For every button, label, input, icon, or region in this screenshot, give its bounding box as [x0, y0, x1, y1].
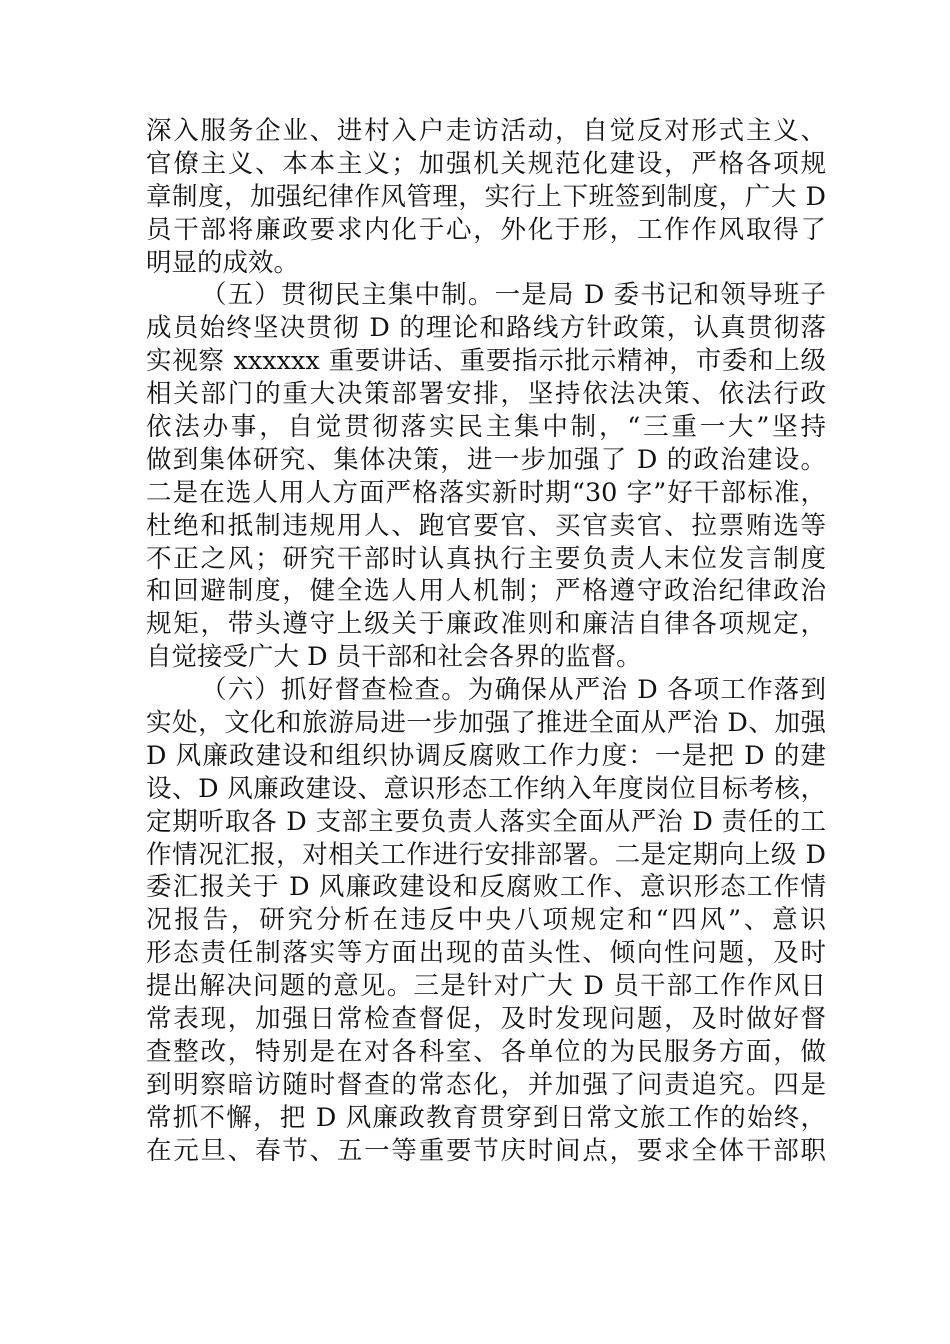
- text-line: 常抓不懈，把 D 风廉政教育贯穿到日常文旅工作的始终，: [146, 1102, 826, 1133]
- text-line: 提出解决问题的意见。三是针对广大 D 员干部工作作风日: [146, 971, 826, 1002]
- text-line: 实处，文化和旅游局进一步加强了推进全面从严治 D、加强: [146, 708, 826, 739]
- text-line: D 风廉政建设和组织协调反腐败工作力度：一是把 D 的建: [146, 740, 826, 771]
- text-line: 设、D 风廉政建设、意识形态工作纳入年度岗位目标考核，: [146, 773, 826, 804]
- text-line: 查整改，特别是在对各科室、各单位的为民服务方面，做: [146, 1036, 826, 1067]
- text-line: 委汇报关于 D 风廉政建设和反腐败工作、意识形态工作情: [146, 872, 826, 903]
- text-line: 做到集体研究、集体决策，进一步加强了 D 的政治建设。: [146, 444, 826, 475]
- text-line: 明显的成效。: [146, 247, 300, 278]
- text-line: 况报告，研究分析在违反中央八项规定和“四风”、意识: [146, 905, 826, 936]
- text-line: 不正之风；研究干部时认真执行主要负责人末位发言制度: [146, 543, 826, 574]
- text-line: 成员始终坚决贯彻 D 的理论和路线方针政策，认真贯彻落: [146, 313, 826, 344]
- text-line: 定期听取各 D 支部主要负责人落实全面从严治 D 责任的工: [146, 806, 826, 837]
- text-line: 规矩，带头遵守上级关于廉政准则和廉洁自律各项规定，: [146, 609, 826, 640]
- text-line: 自觉接受广大 D 员干部和社会各界的监督。: [146, 642, 642, 673]
- text-line: 在元旦、春节、五一等重要节庆时间点，要求全体干部职: [146, 1135, 826, 1166]
- text-line: 二是在选人用人方面严格落实新时期“30 字”好干部标准，: [146, 477, 826, 508]
- text-line: 章制度，加强纪律作风管理，实行上下班签到制度，广大 D: [146, 181, 826, 212]
- text-line: 常表现，加强日常检查督促，及时发现问题，及时做好督: [146, 1004, 826, 1035]
- body-text: [146, 115, 826, 1168]
- paragraph-heading-6: （六）抓好督查检查。为确保从严治 D 各项工作落到: [201, 675, 826, 706]
- text-line: 员干部将廉政要求内化于心，外化于形，工作作风取得了: [146, 214, 826, 245]
- text-line: 形态责任制落实等方面出现的苗头性、倾向性问题，及时: [146, 938, 826, 969]
- text-line: 深入服务企业、进村入户走访活动，自觉反对形式主义、: [146, 116, 826, 146]
- text-line: 作情况汇报，对相关工作进行安排部署。二是定期向上级 D: [146, 839, 826, 870]
- text-line: 依法办事，自觉贯彻落实民主集中制，“三重一大”坚持: [146, 412, 826, 443]
- text-line: 到明察暗访随时督查的常态化，并加强了问责追究。四是: [146, 1069, 826, 1100]
- text-line: 和回避制度，健全选人用人机制；严格遵守政治纪律政治: [146, 576, 826, 607]
- text-line: 杜绝和抵制违规用人、跑官要官、买官卖官、拉票贿选等: [146, 510, 826, 541]
- text-line: 相关部门的重大决策部署安排，坚持依法决策、依法行政: [146, 379, 826, 410]
- text-line: 官僚主义、本本主义；加强机关规范化建设，严格各项规: [146, 148, 826, 179]
- text-line: 实视察 xxxxxx 重要讲话、重要指示批示精神，市委和上级: [146, 346, 826, 377]
- paragraph-heading-5: （五）贯彻民主集中制。一是局 D 委书记和领导班子: [201, 280, 826, 311]
